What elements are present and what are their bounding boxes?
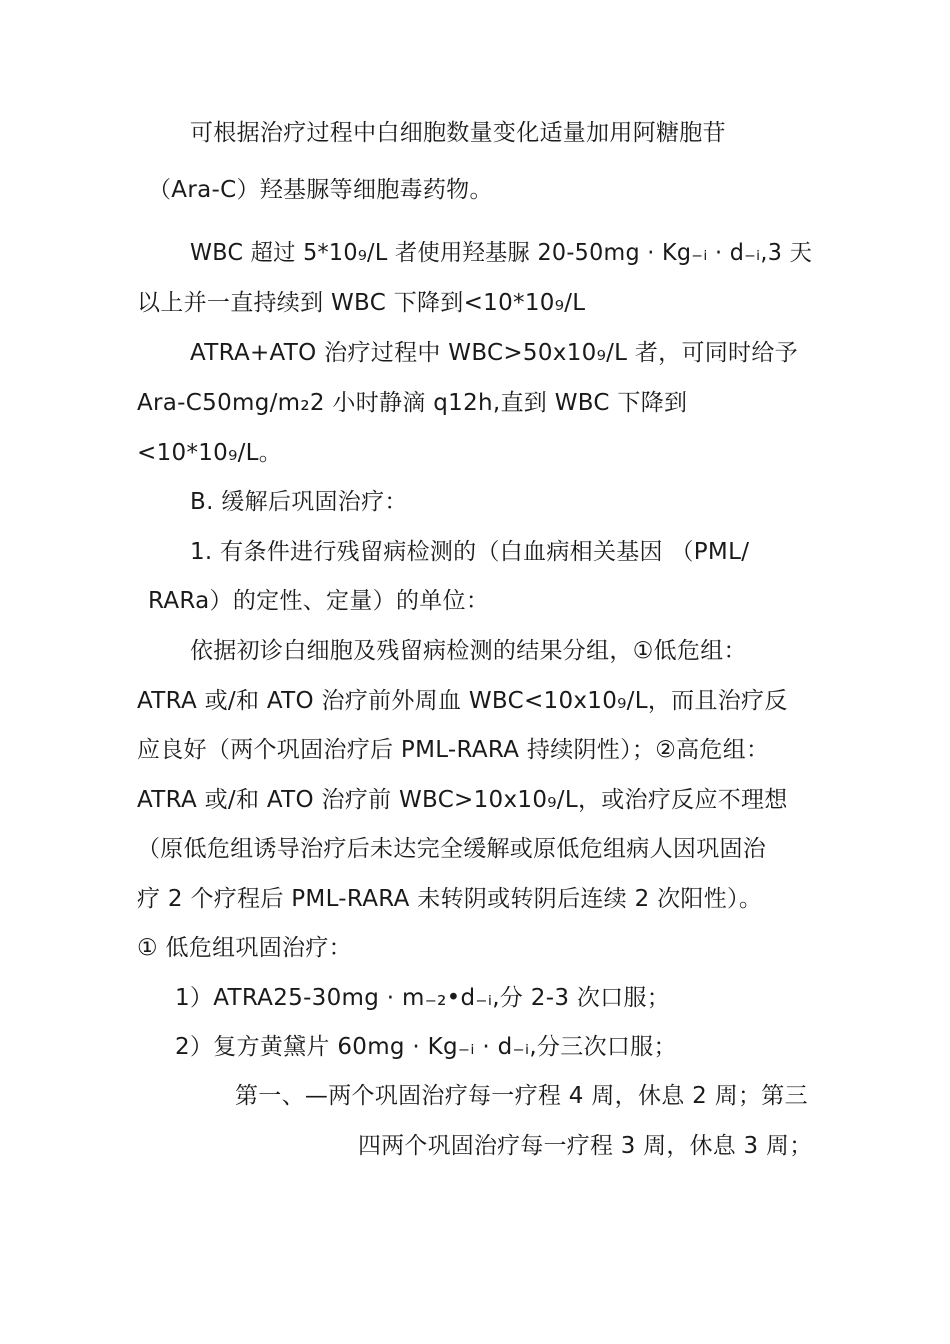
text-line-13: 应良好（两个巩固治疗后 PML-RARA 持续阴性）；②高危组：: [137, 737, 770, 763]
text-line-2: （Ara-C）羟基脲等细胞毒药物。: [148, 177, 493, 203]
text-line-1: 可根据治疗过程中白细胞数量变化适量加用阿糖胞苷: [190, 120, 726, 146]
text-line-12: ATRA 或/和 ATO 治疗前外周血 WBC<10x10₉/L，而且治疗反: [137, 688, 788, 714]
text-line-20: 第一、—两个巩固治疗每一疗程 4 周，休息 2 周；第三: [235, 1083, 808, 1109]
list-item-2: 2）复方黄黛片 60mg · Kg₋ᵢ · d₋ᵢ,分三次口服；: [175, 1034, 677, 1060]
text-line-9: 1. 有条件进行残留病检测的（白血病相关基因 （PML/: [190, 539, 750, 565]
text-line-6: Ara-C50mg/m₂2 小时静滴 q12h,直到 WBC 下降到: [137, 390, 688, 416]
text-line-10: RARa）的定性、定量）的单位：: [148, 588, 490, 614]
text-line-4: 以上并一直持续到 WBC 下降到<10*10₉/L: [137, 290, 586, 316]
section-heading: B. 缓解后巩固治疗：: [190, 489, 408, 515]
text-line-3: WBC 超过 5*10₉/L 者使用羟基脲 20-50mg · Kg₋ᵢ · d₋ᵢ,3 天: [190, 240, 813, 266]
text-line-14: ATRA 或/和 ATO 治疗前 WBC>10x10₉/L，或治疗反应不理想: [137, 787, 788, 813]
text-line-21: 四两个巩固治疗每一疗程 3 周，休息 3 周；: [358, 1133, 813, 1159]
text-line-11: 依据初诊白细胞及残留病检测的结果分组，①低危组：: [190, 638, 747, 664]
text-line-15: （原低危组诱导治疗后未达完全缓解或原低危组病人因巩固治: [137, 836, 767, 862]
text-line-16: 疗 2 个疗程后 PML-RARA 未转阴或转阴后连续 2 次阳性）。: [137, 886, 763, 912]
subsection-heading: ① 低危组巩固治疗：: [137, 935, 352, 961]
list-item-1: 1）ATRA25-30mg · m₋₂•d₋ᵢ,分 2-3 次口服；: [175, 985, 671, 1011]
text-line-5: ATRA+ATO 治疗过程中 WBC>50x10₉/L 者，可同时给予: [190, 340, 798, 366]
text-line-7: <10*10₉/L。: [137, 440, 283, 466]
